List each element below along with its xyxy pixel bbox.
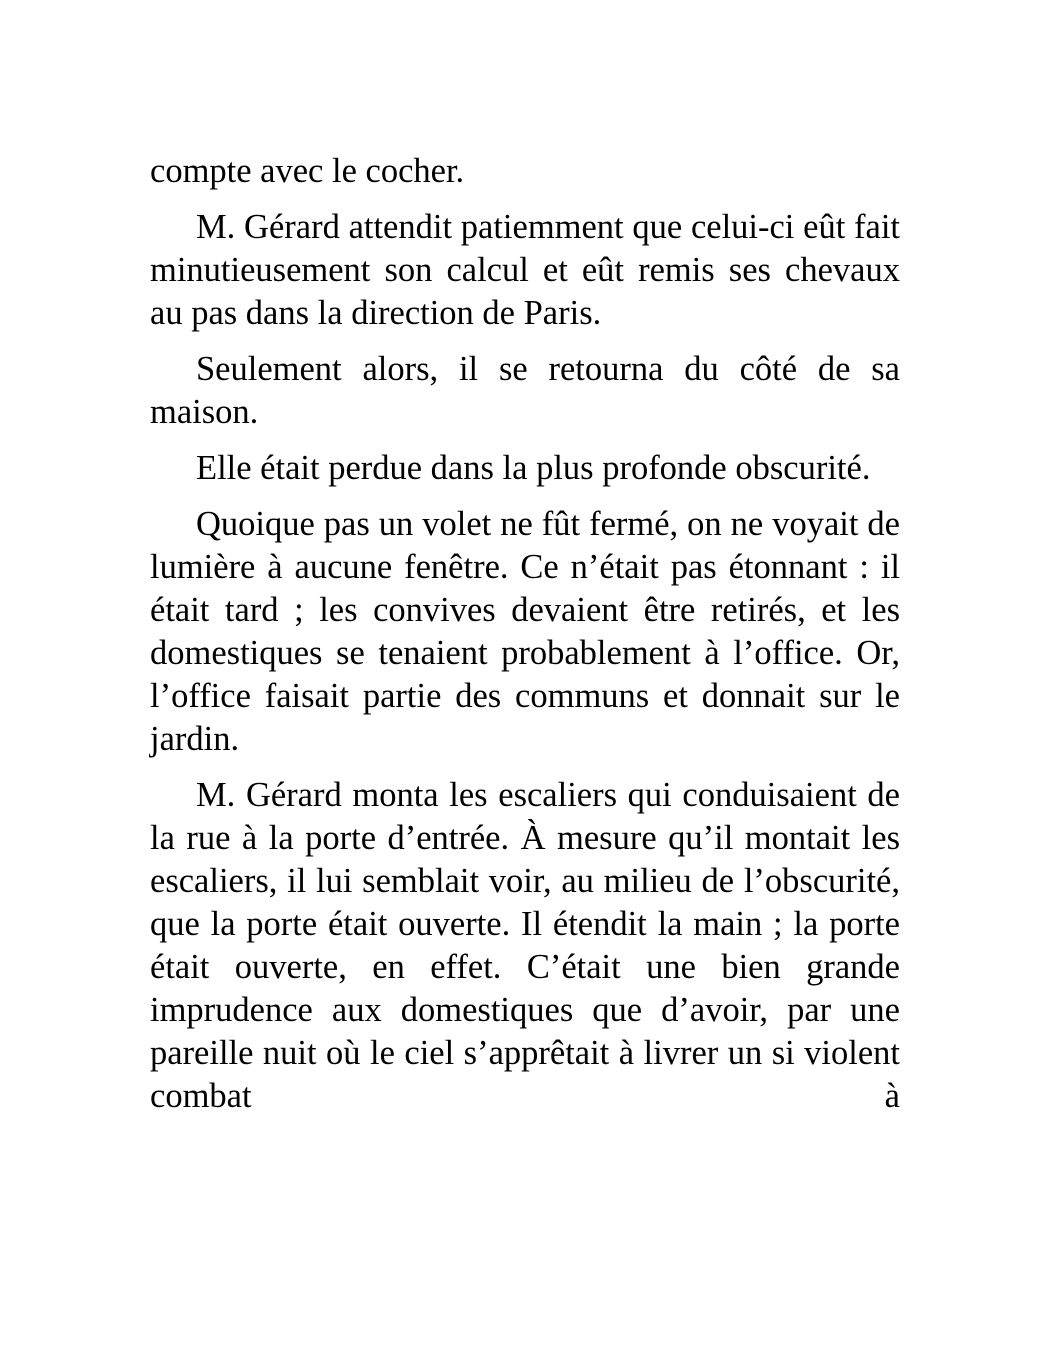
paragraph-continuation: compte avec le cocher. — [150, 152, 465, 190]
paragraph: M. Gérard monta les escaliers qui conduisaient de la rue à la porte d’entrée. À mesure qu’il montait les escaliers, il lui semblait voir, au milieu de l’obscurité, que la porte était ouverte. Il étendit la main ; la porte était ouverte, en effet. C’était une bien grande imprudence aux domestiques que d’avoir, par une pareille nuit où le ciel s’apprêtait à livrer un si violent combat à — [150, 776, 900, 1115]
paragraph: Quoique pas un volet ne fût fermé, on ne voyait de lumière à aucune fenêtre. Ce n’était pas étonnant : il était tard ; les convives devaient être retirés, et les domestiques se tenaient probablement à l’office. Or, l’office faisait partie des communs et donnait sur le jardin. — [150, 505, 900, 758]
paragraph: M. Gérard attendit patiemment que celui-ci eût fait minutieusement son calcul et eût remis ses chevaux au pas dans la direction de Paris. — [150, 208, 900, 332]
paragraph: Elle était perdue dans la plus profonde obscurité. — [196, 449, 871, 487]
document-page — [150, 150, 900, 1118]
paragraph: Seulement alors, il se retourna du côté de sa maison. — [150, 350, 900, 431]
